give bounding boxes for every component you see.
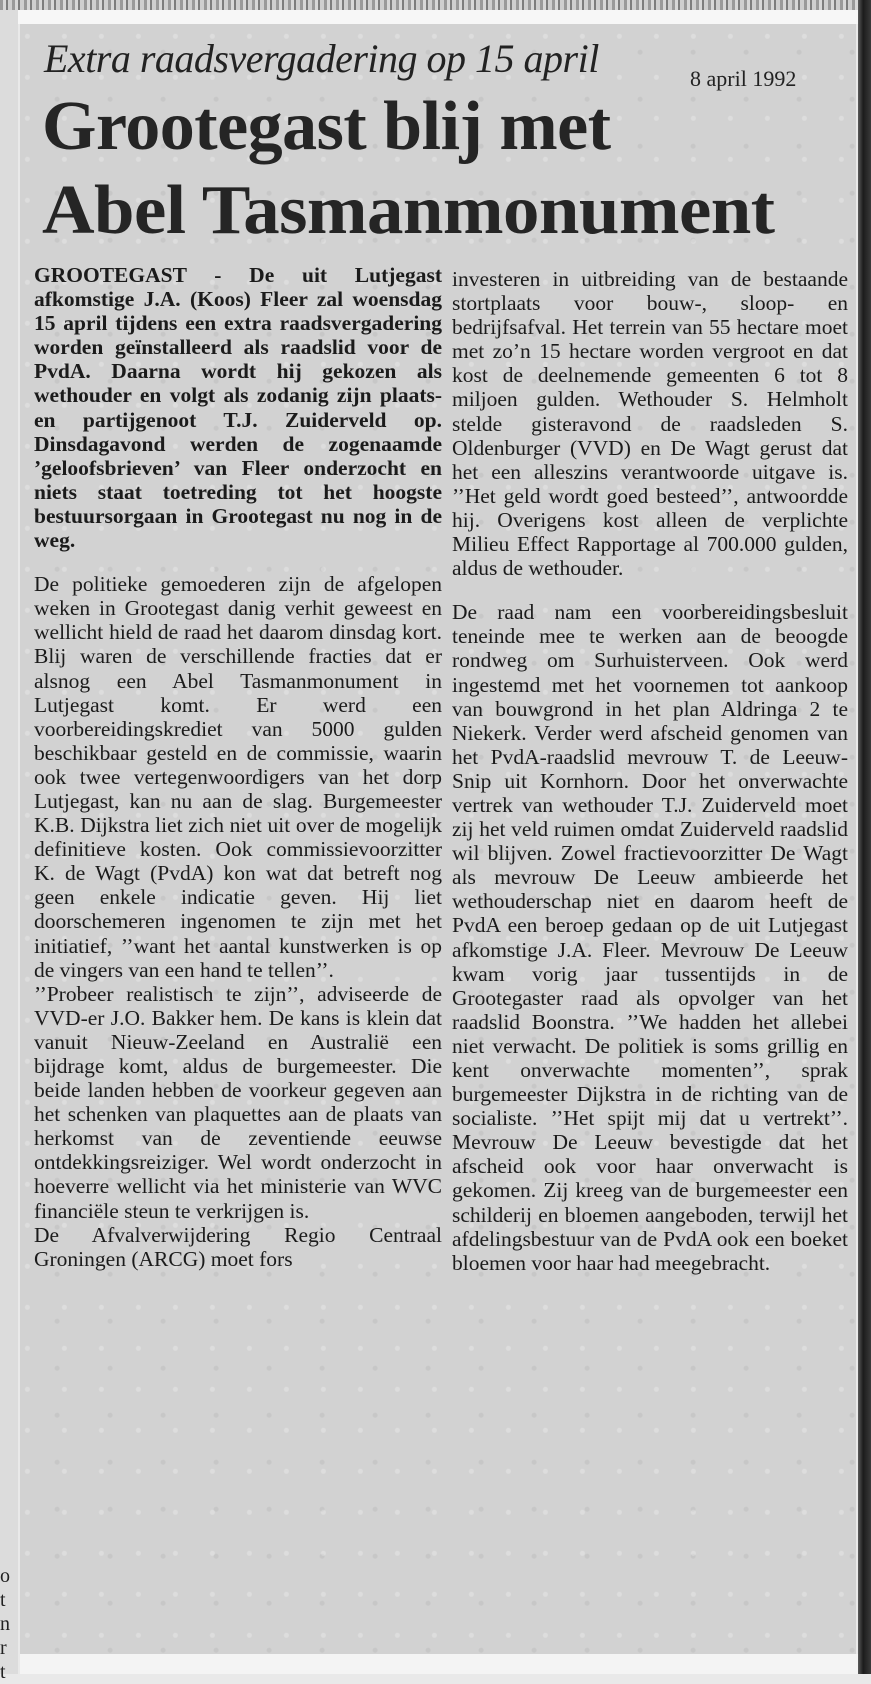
left-column: [34, 263, 442, 1271]
headline-line-1: Grootegast blij met: [42, 88, 611, 165]
fragment-letter: t: [0, 1661, 6, 1683]
adjacent-page-margin: [0, 10, 18, 1674]
body-paragraph: De politieke gemoederen zijn de afgelopen weken in Grootegast danig verhit geweest en wellicht hield de raad het daarom dinsdag kort. Blij waren de verschillende fracties dat er alsnog een Abel Tasmanmonument in Lutjegast komt. Er werd een voorbereidingskrediet van 5000 gulden beschikbaar gesteld en de commissie, waarin ook twee vertegenwoordigers van het dorp Lutjegast, kan nu aan de slag. Burgemeester K.B. Dijkstra liet zich niet uit over de mogelijk definitieve kosten. Ook commissievoorzitter K. de Wagt (PvdA) kon wat dat betreft nog geen enkele indicatie geven. Hij liet doorschemeren ingenomen te zijn met het initiatief, ’’want het aantal kunstwerken is op de vingers van een hand te tellen’’.: [34, 572, 442, 982]
paper-edge: [8, 10, 858, 24]
headline-line-2: Abel Tasmanmonument: [42, 172, 775, 249]
fragment-letter: o: [0, 1565, 10, 1587]
kicker-headline: Extra raadsvergadering op 15 april: [44, 36, 599, 81]
body-paragraph: De Afvalverwijdering Regio Centraal Groningen (ARCG) moet fors: [34, 1222, 442, 1271]
fragment-letter: n: [0, 1613, 10, 1635]
right-column: [452, 267, 848, 1275]
body-paragraph: De raad nam een voorbereidingsbesluit teneinde mee te werken aan de beoogde rondweg om Surhuisterveen. Ook werd ingestemd met het voornemen tot aankoop van bouwgrond in het plan Aldringa 2 te Niekerk. Verder werd afscheid genomen van het PvdA-raadslid mevrouw T. de Leeuw-Snip uit Kornhorn. Door het onverwachte vertrek van wethouder T.J. Zuiderveld moet zij het veld ruimen omdat Zuiderveld raadslid wil blijven. Zowel fractievoorzitter De Wagt als mevrouw De Leeuw ambieerde het wethouderschap niet en daarom heeft de PvdA een beroep gedaan op de uit Lutjegast afkomstige J.A. Fleer. Mevrouw De Leeuw kwam vorig jaar tussentijds in de Grootegaster raad als opvolger van het raadslid Boonstra. ’’We hadden het allebei niet verwacht. De politiek is soms grillig en kent onverwachte momenten’’, sprak burgemeester Dijkstra in de richting van de socialiste. ’’Het spijt mij dat u vertrekt’’. Mevrouw De Leeuw bevestigde dat het afscheid ook voor haar onverwacht is gekomen. Zij kreeg van de burgemeester een schilderij en bloemen aangeboden, terwijl het afdelingsbestuur van de PvdA ook een boeket bloemen voor haar had meegebracht.: [452, 600, 848, 1275]
fragment-letter: r: [0, 1637, 7, 1659]
article-date: 8 april 1992: [690, 66, 797, 91]
scan-right-edge: [858, 0, 871, 1674]
fragment-letter: t: [0, 1589, 6, 1611]
paper-bottom-edge: [20, 1654, 858, 1674]
adjacent-article-fragment: [0, 1564, 16, 1684]
lead-paragraph: GROOTEGAST - De uit Lutjegast afkomstige J.A. (Koos) Fleer zal woensdag 15 april tijdens een extra raadsvergadering worden geïnstalleerd als raadslid voor de PvdA. Daarna wordt hij gekozen als wethouder en volgt als zodanig zijn plaats- en partijgenoot T.J. Zuiderveld op. Dinsdagavond werden de zogenaamde ’geloofsbrieven’ van Fleer onderzocht en niets staat toetreding tot het hoogste bestuursorgaan in Grootegast nu nog in de weg.: [34, 263, 442, 553]
body-paragraph: ’’Probeer realistisch te zijn’’, adviseerde de VVD-er J.O. Bakker hem. De kans is klein dat vanuit Nieuw-Zeeland en Australië een bijdrage komt, aldus de burgemeester. Die beide landen hebben de voorkeur gegeven aan het schenken van plaquettes aan de plaats van herkomst van de zeventiende eeuwse ontdekkingsreiziger. Wel wordt onderzocht in hoeverre wellicht via het ministerie van WVC financiële steun te verkrijgen is.: [34, 981, 442, 1223]
body-paragraph: investeren in uitbreiding van de bestaande stortplaats voor bouw-, sloop- en bedrijfsafval. Het terrein van 55 hectare moet met zo’n 15 hectare worden vergroot en dat kost de deelnemende gemeenten 6 tot 8 miljoen gulden. Wethouder S. Helmholt stelde gisteravond de raadsleden S. Oldenburger (VVD) en De Wagt gerust dat het een alleszins verantwoorde uitgave is. ’’Het geld wordt goed besteed’’, antwoordde hij. Overigens kost alleen de verplichte Milieu Effect Rapportage al 700.000 gulden, aldus de wethouder.: [452, 267, 848, 581]
scan-top-edge: [0, 0, 871, 10]
